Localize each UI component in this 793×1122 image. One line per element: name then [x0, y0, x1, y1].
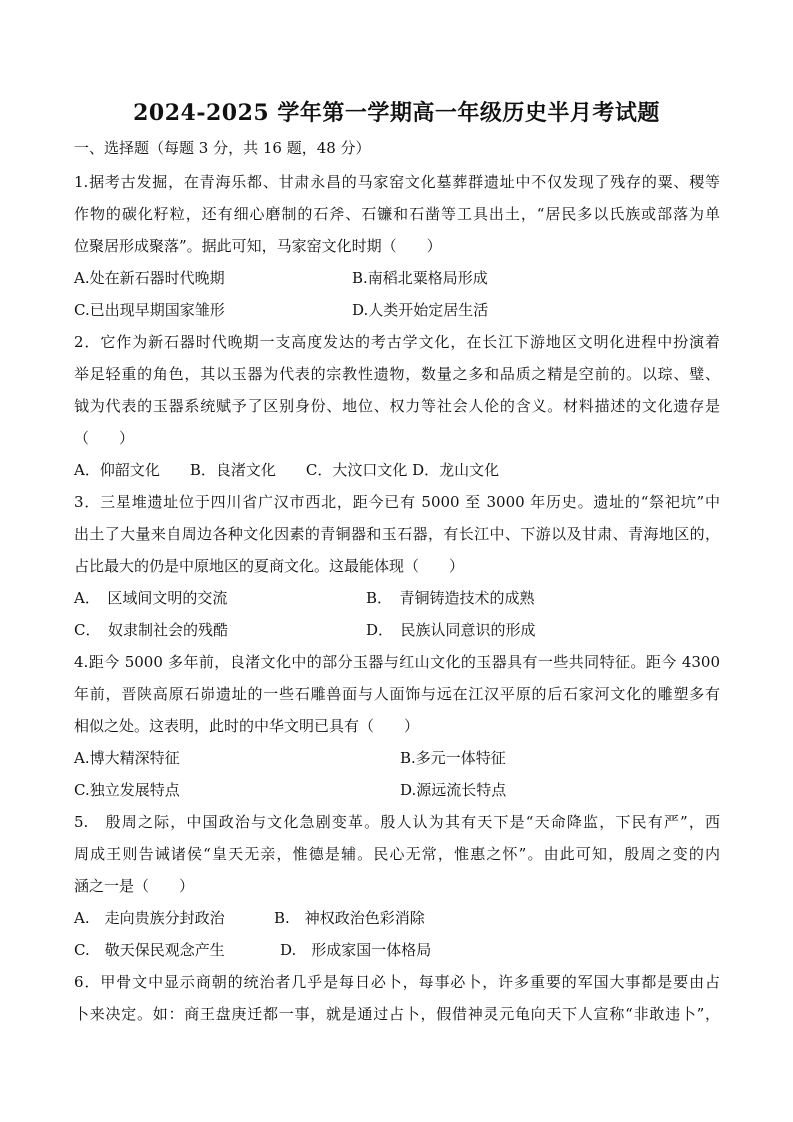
question-4-line-2: 年前，晋陕高原石峁遗址的一些石雕兽面与人面饰与远在江汉平原的后石家河文化的雕塑多有 — [74, 685, 720, 703]
section-header: 一、选择题（每题 3 分，共 16 题，48 分） — [74, 139, 371, 157]
question-2-options: A．仰韶文化 B．良渚文化 C．大汶口文化 D．龙山文化 — [74, 461, 500, 479]
question-4-option-b: B.多元一体特征 — [400, 749, 506, 767]
question-5-option-a: A. 走向贵族分封政治 — [74, 909, 225, 927]
question-3-option-b: B． 青铜铸造技术的成熟 — [366, 589, 535, 607]
question-5-line-3: 涵之一是（ ） — [74, 877, 195, 895]
question-3-option-a: A． 区域间文明的交流 — [74, 589, 228, 607]
question-2-line-2: 举足轻重的角色，其以玉器为代表的宗教性遗物，数量之多和品质之精是空前的。以琮、璧、 — [74, 365, 720, 383]
question-6-line-2: 卜来决定。如：商王盘庚迁都一事，就是通过占卜，假借神灵元龟向天下人宣称“非敢违卜”， — [74, 1005, 720, 1023]
question-3-option-d: D． 民族认同意识的形成 — [366, 621, 536, 639]
question-1-line-1: 1.据考古发掘，在青海乐都、甘肃永昌的马家窑文化墓葬群遗址中不仅发现了残存的粟、稷等 — [74, 173, 720, 191]
question-1-option-c: C.已出现早期国家雏形 — [74, 301, 225, 319]
question-1-option-d: D.人类开始定居生活 — [352, 301, 489, 319]
question-4-option-c: C.独立发展特点 — [74, 781, 180, 799]
question-1-option-b: B.南稻北粟格局形成 — [352, 269, 488, 287]
question-1-line-3: 位聚居形成聚落”。据此可知，马家窑文化时期（ ） — [74, 237, 442, 255]
question-3-line-2: 出土了大量来自周边各种文化因素的青铜器和玉石器，有长江中、下游以及甘肃、青海地区的， — [74, 525, 720, 543]
question-5-option-b: B. 神权政治色彩消除 — [274, 909, 425, 927]
question-5-option-c: C. 敬天保民观念产生 — [74, 941, 225, 959]
question-4-option-a: A.博大精深特征 — [74, 749, 180, 767]
question-5-line-2: 周成王则告诫诸侯“皇天无亲，惟德是辅。民心无常，惟惠之怀”。由此可知，殷周之变的内 — [74, 845, 720, 863]
question-5-line-1: 5. 殷周之际，中国政治与文化急剧变革。殷人认为其有天下是“天命降监，下民有严”，西 — [74, 813, 720, 831]
question-3-line-3: 占比最大的仍是中原地区的夏商文化。这最能体现（ ） — [74, 557, 465, 575]
question-4-line-3: 相似之处。这表明，此时的中华文明已具有（ ） — [74, 717, 420, 735]
exam-title: 2024-2025 学年第一学期高一年级历史半月考试题 — [133, 100, 660, 126]
question-3-line-1: 3．三星堆遗址位于四川省广汉市西北，距今已有 5000 至 3000 年历史。遗址的“祭祀坑”中 — [74, 493, 720, 511]
question-5-option-d: D. 形成家国一体格局 — [280, 941, 432, 959]
question-4-option-d: D.源远流长特点 — [400, 781, 507, 799]
question-2-line-4: （ ） — [74, 429, 135, 447]
question-4-line-1: 4.距今 5000 多年前，良渚文化中的部分玉器与红山文化的玉器具有一些共同特征。距今 4300 — [74, 653, 720, 671]
question-2-line-1: 2．它作为新石器时代晚期一支高度发达的考古学文化，在长江下游地区文明化进程中扮演着 — [74, 333, 720, 351]
question-2-line-3: 钺为代表的玉器系统赋予了区别身份、地位、权力等社会人伦的含义。材料描述的文化遗存是 — [74, 397, 720, 415]
question-3-option-c: C． 奴隶制社会的残酷 — [74, 621, 228, 639]
question-1-line-2: 作物的碳化籽粒，还有细心磨制的石斧、石镰和石凿等工具出土，“居民多以氏族或部落为单 — [74, 205, 720, 223]
question-6-line-1: 6．甲骨文中显示商朝的统治者几乎是每日必卜，每事必卜，许多重要的军国大事都是要由占 — [74, 973, 720, 991]
question-1-option-a: A.处在新石器时代晚期 — [74, 269, 225, 287]
